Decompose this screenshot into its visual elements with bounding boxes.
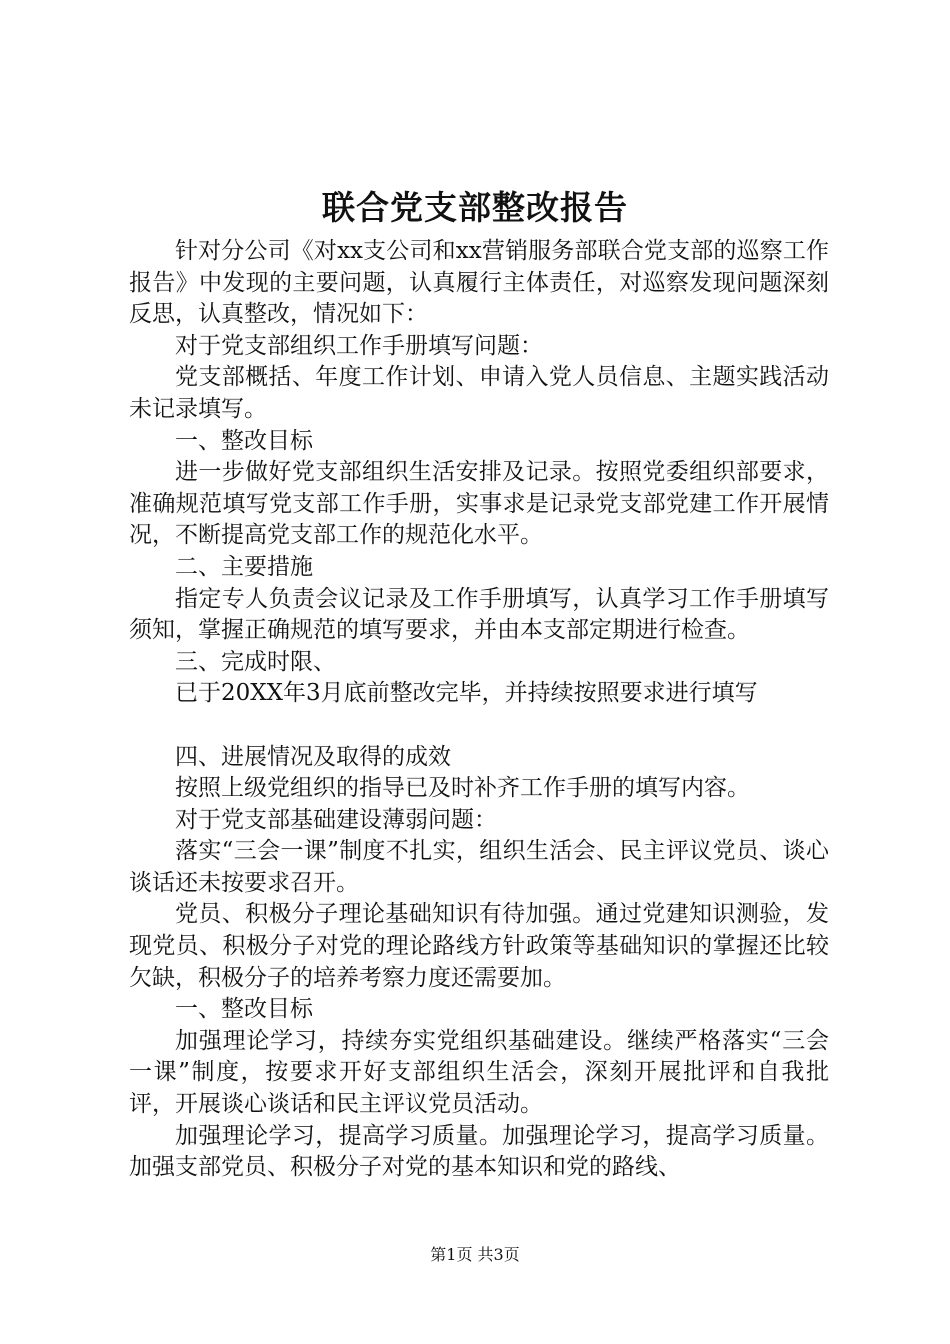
paragraph-goal-2: 加强理论学习，持续夯实党组织基础建设。继续严格落实“三会一课”制度，按要求开好支部组织生活会，深刻开展批评和自我批评，开展谈心谈话和民主评议党员活动。 [129, 1027, 829, 1118]
section-heading-deadline: 三、完成时限、 [175, 648, 336, 675]
section-heading-goal-2: 一、整改目标 [175, 996, 313, 1023]
paragraph-issue-3-description: 党员、积极分子理论基础知识有待加强。通过党建知识测验，发现党员、积极分子对党的理论路线方针政策等基础知识的掌握还比较欠缺，积极分子的培养考察力度还需要加。 [129, 901, 829, 991]
paragraph-issue-1-heading: 对于党支部组织工作手册填写问题： [175, 332, 543, 359]
paragraph-issue-2-heading: 对于党支部基础建设薄弱问题： [175, 806, 497, 833]
blank-line [129, 710, 829, 742]
document-title: 联合党支部整改报告 [322, 188, 628, 227]
paragraph-goal-1: 进一步做好党支部组织生活安排及记录。按照党委组织部要求，准确规范填写党支部工作手册，实事求是记录党支部党建工作开展情况，不断提高党支部工作的规范化水平。 [129, 459, 829, 549]
paragraph-goal-3: 加强理论学习，提高学习质量。加强理论学习，提高学习质量。加强支部党员、积极分子对党的基本知识和党的路线、 [129, 1122, 829, 1181]
paragraph-issue-1-description: 党支部概括、年度工作计划、申请入党人员信息、主题实践活动未记录填写。 [129, 364, 829, 422]
section-heading-progress: 四、进展情况及取得的成效 [175, 743, 451, 770]
paragraph-intro: 针对分公司《对xx支公司和xx营销服务部联合党支部的巡察工作报告》中发现的主要问题，认真履行主体责任，对巡察发现问题深刻反思，认真整改，情况如下： [129, 238, 829, 328]
paragraph-issue-2-description: 落实“三会一课”制度不扎实，组织生活会、民主评议党员、谈心谈话还未按要求召开。 [129, 838, 829, 896]
section-heading-measures: 二、主要措施 [175, 553, 313, 580]
paragraph-deadline: 已于20XX年3月底前整改完毕，并持续按照要求进行填写 [175, 680, 758, 707]
document-body [129, 236, 829, 1184]
paragraph-measures: 指定专人负责会议记录及工作手册填写，认真学习工作手册填写须知，掌握正确规范的填写要求，并由本支部定期进行检查。 [129, 585, 829, 644]
paragraph-progress: 按照上级党组织的指导已及时补齐工作手册的填写内容。 [175, 775, 750, 802]
page-number-footer: 第1页 共3页 [430, 1245, 520, 1264]
section-heading-goal: 一、整改目标 [175, 427, 313, 454]
